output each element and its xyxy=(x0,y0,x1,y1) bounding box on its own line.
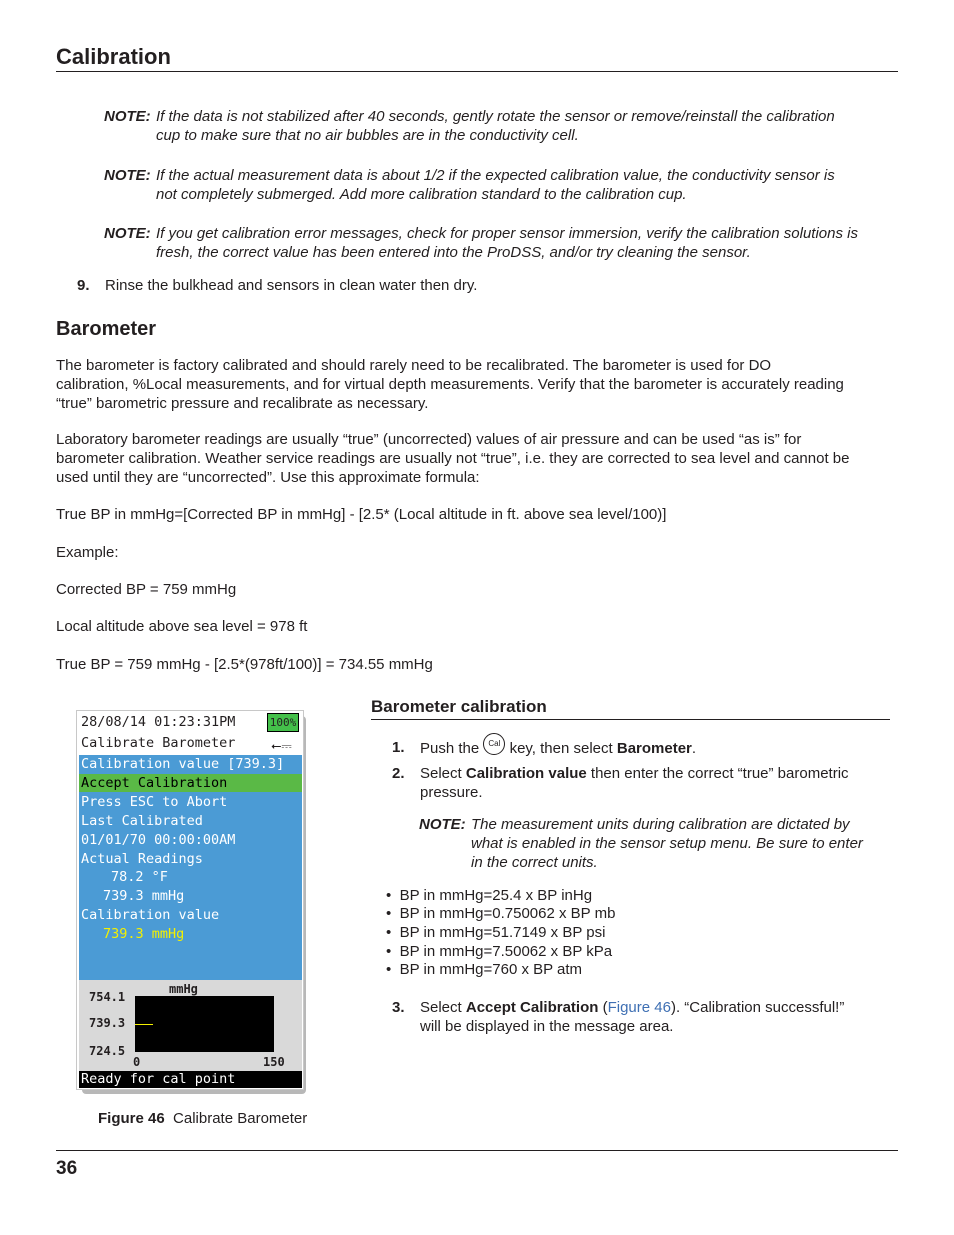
step-9 xyxy=(77,276,877,295)
note-text: fresh, the correct value has been entered into the ProDSS, and/or try cleaning the sensor. xyxy=(156,244,751,261)
y-axis-bot: 724.5 xyxy=(89,1044,126,1058)
step-number: 1. xyxy=(392,739,405,756)
step-text: pressure. xyxy=(420,784,483,801)
note-label: NOTE: xyxy=(419,816,466,833)
formula: True BP in mmHg=[Corrected BP in mmHg] - [2.5* (Local altitude in ft. above sea level/100)] xyxy=(56,506,667,523)
section-heading-barometer: Barometer xyxy=(56,318,157,340)
page-title: Calibration xyxy=(56,44,171,69)
actual-readings-label: Actual Readings xyxy=(81,851,203,867)
step-number: 2. xyxy=(392,765,405,782)
step-number: 3. xyxy=(392,999,405,1016)
step-text: Push the xyxy=(420,739,480,757)
figure-caption-text: Calibrate Barometer xyxy=(173,1110,308,1127)
x-axis-min: 0 xyxy=(133,1055,141,1069)
text-line: The barometer is factory calibrated and should rarely need to be recalibrated. The barometer is used for DO xyxy=(56,357,772,374)
step-text: Select xyxy=(420,999,462,1016)
menu-item-press-esc[interactable]: Press ESC to Abort xyxy=(81,794,228,810)
cal-note xyxy=(419,815,899,872)
figure-label: Figure 46 xyxy=(98,1110,165,1127)
figure-46-link[interactable]: Figure 46 xyxy=(607,999,671,1016)
step-number: 9. xyxy=(77,277,90,294)
step-text: will be displayed in the message area. xyxy=(420,1018,674,1035)
text-line: used until they are “uncorrected”. Use this approximate formula: xyxy=(56,469,480,486)
local-altitude: Local altitude above sea level = 978 ft xyxy=(56,618,308,635)
step-text: ( xyxy=(602,999,608,1016)
step-text: key, then select xyxy=(509,739,613,757)
note-text: what is enabled in the sensor setup menu. Be sure to enter xyxy=(471,835,863,852)
menu-item-calibration-value[interactable]: Calibration value [739.3] xyxy=(81,756,285,772)
note-1 xyxy=(104,107,898,145)
graph-trace xyxy=(135,1024,153,1025)
x-axis-max: 150 xyxy=(263,1055,285,1069)
example-label: Example: xyxy=(56,544,119,561)
note-label: NOTE: xyxy=(104,225,151,242)
note-text: If the actual measurement data is about 1/2 if the expected calibration value, the conductivity sensor is xyxy=(156,167,835,184)
y-axis-mid: 739.3 xyxy=(89,1016,126,1030)
bullet-item: • BP in mmHg=0.750062 x BP mb xyxy=(386,905,616,922)
screen-title: Calibrate Barometer xyxy=(81,735,236,751)
true-bp-result: True BP = 759 mmHg - [2.5*(978ft/100)] = 734.55 mmHg xyxy=(56,656,433,673)
step-bold: Barometer xyxy=(616,739,692,757)
note-text: The measurement units during calibration are dictated by xyxy=(471,816,850,833)
note-text: in the correct units. xyxy=(471,854,598,871)
last-calibrated-label: Last Calibrated xyxy=(81,813,203,829)
header-rule xyxy=(56,71,898,72)
note-label: NOTE: xyxy=(104,108,151,125)
step-text: Select xyxy=(420,765,462,782)
text-line: Laboratory barometer readings are usually “true” (uncorrected) values of air pressure and can be used “as is” for xyxy=(56,431,802,448)
bullet-text: BP in mmHg=51.7149 x BP psi xyxy=(399,924,606,941)
step-text: . xyxy=(691,739,697,757)
calibration-value-label: Calibration value xyxy=(81,907,220,923)
usb-icon: ⭠⎓ xyxy=(271,738,292,753)
pressure-reading: 739.3 mmHg xyxy=(103,888,185,904)
note-text: not completely submerged. Add more calibration standard to the calibration cup. xyxy=(156,186,687,203)
status-message: Ready for cal point xyxy=(81,1071,236,1087)
cal-step-3 xyxy=(392,998,892,1036)
corrected-bp: Corrected BP = 759 mmHg xyxy=(56,581,237,598)
text-line: barometer calibration. Weather service readings are usually not “true”, i.e. they are corrected to sea level and cannot be xyxy=(56,450,850,467)
text-line: calibration, %Local measurements, and for virtual depth measurements. Verify that the barometer is accurately reading xyxy=(56,376,844,393)
paragraph-2 xyxy=(56,430,902,487)
step-text: Rinse the bulkhead and sensors in clean water then dry. xyxy=(105,277,478,294)
step-bold: Calibration value xyxy=(465,765,587,782)
graph-unit: mmHg xyxy=(169,982,198,996)
bullet-item: • BP in mmHg=760 x BP atm xyxy=(386,961,583,978)
battery-icon: 100% xyxy=(267,713,299,732)
bullet-item: • BP in mmHg=25.4 x BP inHg xyxy=(386,887,593,904)
menu-item-accept-calibration[interactable]: Accept Calibration xyxy=(81,775,228,791)
paragraph-1 xyxy=(56,356,902,413)
note-2 xyxy=(104,166,898,204)
note-text: cup to make sure that no air bubbles are in the conductivity cell. xyxy=(156,127,579,144)
step-text: ). “Calibration successful!” xyxy=(670,999,845,1016)
note-text: If the data is not stabilized after 40 seconds, gently rotate the sensor or remove/reinstall the calibration xyxy=(156,108,835,125)
graph-plot xyxy=(135,996,274,1052)
note-text: If you get calibration error messages, check for proper sensor immersion, verify the calibration solutions is xyxy=(156,225,858,242)
note-3 xyxy=(104,224,898,262)
bullet-text: BP in mmHg=7.50062 x BP kPa xyxy=(399,943,613,960)
device-datetime: 28/08/14 01:23:31PM xyxy=(81,714,236,730)
note-label: NOTE: xyxy=(104,167,151,184)
subsection-rule xyxy=(371,719,890,720)
footer-rule xyxy=(56,1150,898,1151)
y-axis-top: 754.1 xyxy=(89,990,126,1004)
device-screen xyxy=(76,710,304,1090)
step-bold: Accept Calibration xyxy=(465,999,599,1016)
cal-step-1 xyxy=(392,738,892,760)
cal-key-icon: Cal xyxy=(483,733,505,755)
bullet-item: • BP in mmHg=7.50062 x BP kPa xyxy=(386,943,613,960)
text-line: “true” barometric pressure and recalibrate as necessary. xyxy=(56,395,429,412)
bullet-text: BP in mmHg=0.750062 x BP mb xyxy=(399,905,616,922)
calibration-value: 739.3 mmHg xyxy=(103,926,185,942)
bullet-item: • BP in mmHg=51.7149 x BP psi xyxy=(386,924,606,941)
bullet-text: BP in mmHg=760 x BP atm xyxy=(399,961,583,978)
cal-step-2 xyxy=(392,764,892,802)
bullet-text: BP in mmHg=25.4 x BP inHg xyxy=(399,887,593,904)
last-calibrated-value: 01/01/70 00:00:00AM xyxy=(81,832,236,848)
figure-caption xyxy=(98,1110,307,1127)
page-number: 36 xyxy=(56,1158,78,1179)
section-heading-barometer-calibration: Barometer calibration xyxy=(371,697,547,716)
temperature-reading: 78.2 °F xyxy=(111,869,168,885)
step-text: then enter the correct “true” barometric xyxy=(590,765,849,782)
